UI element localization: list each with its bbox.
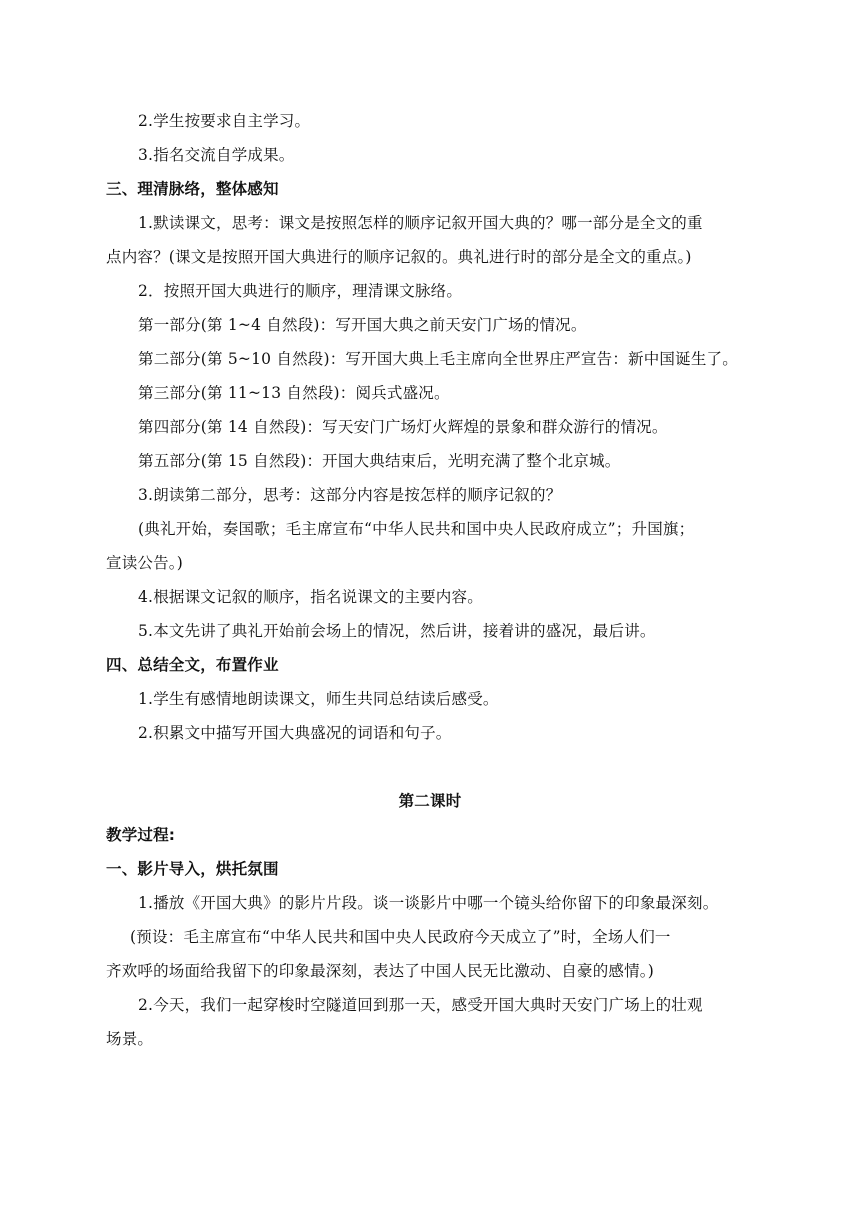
part-2-line: 第二部分(第 5~10 自然段)：写开国大典上毛主席向全世界庄严宣告：新中国诞生了。 (138, 350, 738, 368)
step-2-self-study: 2.学生按要求自主学习。 (138, 112, 311, 130)
part-5-line: 第五部分(第 15 自然段)：开国大典结束后，光明充满了整个北京城。 (138, 452, 621, 470)
paragraph-line: 4.根据课文记叙的顺序，指名说课文的主要内容。 (138, 588, 483, 606)
paragraph-line: (典礼开始，奏国歌；毛主席宣布“中华人民共和国中央人民政府成立”；升国旗； (138, 520, 695, 538)
part-3-line: 第三部分(第 11~13 自然段)：阅兵式盛况。 (138, 384, 450, 402)
paragraph-line: 齐欢呼的场面给我留下的印象最深刻，表达了中国人民无比激动、自豪的感情。) (106, 962, 654, 980)
paragraph-line: 5.本文先讲了典礼开始前会场上的情况，然后讲，接着讲的盛况，最后讲。 (138, 622, 656, 640)
paragraph-line: (预设：毛主席宣布“中华人民共和国中央人民政府今天成立了”时，全场人们一 (130, 928, 671, 946)
step-3-share-results: 3.指名交流自学成果。 (138, 146, 295, 164)
paragraph-line: 2．按照开国大典进行的顺序，理清课文脉络。 (138, 282, 463, 300)
paragraph-line: 1.默读课文，思考：课文是按照怎样的顺序记叙开国大典的？哪一部分是全文的重 (138, 214, 703, 232)
paragraph-line: 场景。 (106, 1030, 154, 1048)
paragraph-line: 1.学生有感情地朗读课文，师生共同总结读后感受。 (138, 690, 499, 708)
part-1-line: 第一部分(第 1~4 自然段)：写开国大典之前天安门广场的情况。 (138, 316, 587, 334)
lesson-title: 第二课时 (398, 792, 462, 810)
paragraph-line: 2.今天，我们一起穿梭时空隧道回到那一天，感受开国大典时天安门广场上的壮观 (138, 996, 703, 1014)
paragraph-line: 3.朗读第二部分，思考：这部分内容是按怎样的顺序记叙的？ (138, 486, 562, 504)
section-heading-3: 三、理清脉络，整体感知 (106, 180, 279, 198)
part-4-line: 第四部分(第 14 自然段)：写天安门广场灯火辉煌的景象和群众游行的情况。 (138, 418, 668, 436)
section-heading-4: 四、总结全文，布置作业 (106, 656, 279, 674)
paragraph-line: 宣读公告。) (106, 554, 183, 572)
paragraph-line: 2.积累文中描写开国大典盛况的词语和句子。 (138, 724, 452, 742)
teaching-process-label: 教学过程: (106, 826, 176, 844)
paragraph-line: 点内容？(课文是按照开国大典进行的顺序记叙的。典礼进行时的部分是全文的重点。) (106, 248, 692, 266)
section-heading-1: 一、影片导入，烘托氛围 (106, 860, 279, 878)
paragraph-line: 1.播放《开国大典》的影片片段。谈一谈影片中哪一个镜头给你留下的印象最深刻。 (138, 894, 719, 912)
